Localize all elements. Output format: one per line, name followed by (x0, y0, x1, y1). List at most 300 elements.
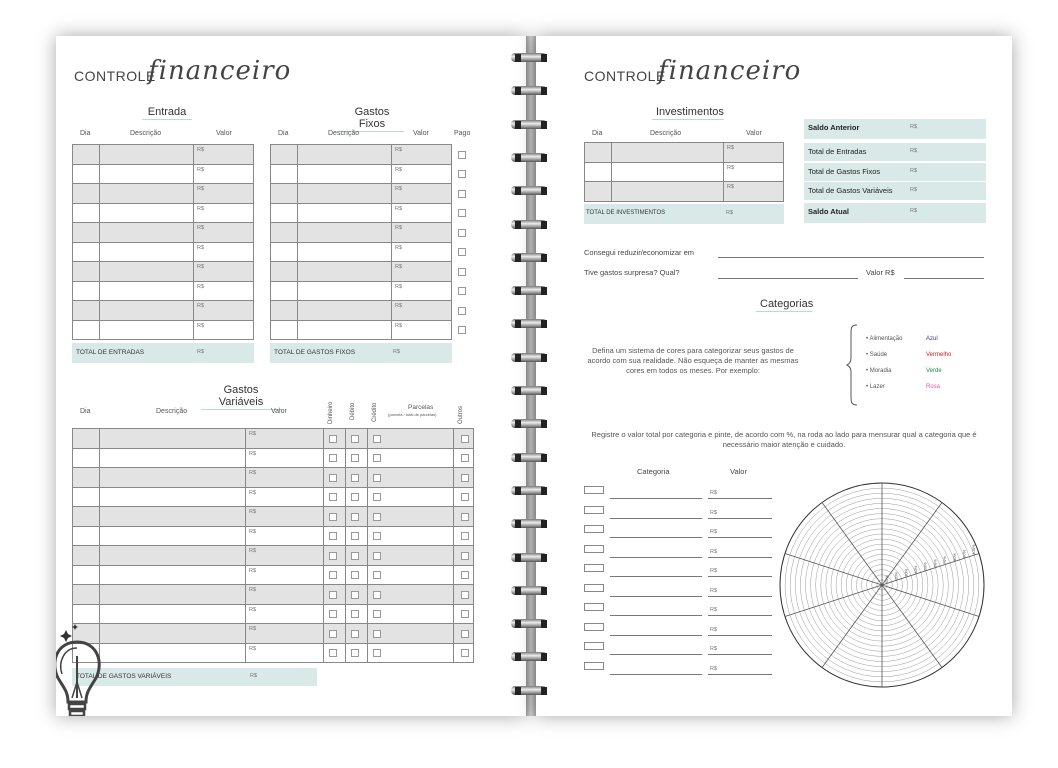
variaveis-cell-divider (345, 624, 346, 643)
variaveis-checkbox[interactable] (351, 493, 359, 501)
fixos-cell-divider (391, 321, 392, 340)
variaveis-checkbox[interactable] (373, 610, 381, 618)
entrada-hdr-dia: Dia (80, 130, 91, 137)
variaveis-checkbox[interactable] (329, 532, 337, 540)
fixos-pago-checkbox[interactable] (458, 248, 466, 256)
variaveis-cell-divider (99, 605, 100, 624)
variaveis-cell-divider (367, 585, 368, 604)
spiral-ring (511, 117, 551, 133)
categorias-intro: Defina um sistema de cores para categorizar seus gastos de acordo com sua realidade. Não esqueça de manter as mesmas cores em todos os meses. Por exemplo: (587, 346, 799, 375)
category-color-box[interactable] (584, 564, 604, 572)
variaveis-cell-divider (453, 546, 454, 565)
fixos-currency: R$ (395, 186, 403, 192)
fixos-cell-divider (297, 282, 298, 301)
entrada-row[interactable] (72, 203, 254, 224)
q2-label: Tive gastos surpresa? Qual? (584, 268, 680, 277)
entrada-cell-divider (193, 223, 194, 242)
category-currency: R$ (710, 568, 718, 574)
category-color-box[interactable] (584, 545, 604, 553)
variaveis-cell-divider (323, 488, 324, 507)
spiral-ring (511, 83, 551, 99)
legend-category-name: Lazer (869, 384, 885, 390)
variaveis-checkbox[interactable] (373, 454, 381, 462)
variaveis-checkbox[interactable] (373, 493, 381, 501)
fixos-row[interactable] (270, 222, 452, 243)
variaveis-checkbox[interactable] (329, 649, 337, 657)
fixos-row[interactable] (270, 183, 452, 204)
fixos-pago-checkbox[interactable] (458, 170, 466, 178)
variaveis-checkbox[interactable] (461, 493, 469, 501)
variaveis-checkbox[interactable] (329, 610, 337, 618)
entrada-total (72, 343, 254, 363)
invest-cell-divider (723, 163, 724, 182)
variaveis-checkbox[interactable] (461, 474, 469, 482)
variaveis-checkbox[interactable] (461, 610, 469, 618)
category-color-box[interactable] (584, 486, 604, 494)
summary-label: Total de Gastos Variáveis (808, 186, 893, 195)
variaveis-cell-divider (453, 527, 454, 546)
variaveis-cell-divider (367, 546, 368, 565)
variaveis-row[interactable] (72, 545, 474, 566)
variaveis-checkbox[interactable] (373, 591, 381, 599)
variaveis-checkbox[interactable] (329, 571, 337, 579)
entrada-cell-divider (193, 321, 194, 340)
entrada-row[interactable] (72, 281, 254, 302)
variaveis-checkbox[interactable] (351, 474, 359, 482)
variaveis-checkbox[interactable] (373, 552, 381, 560)
entrada-cell-divider (99, 301, 100, 320)
variaveis-checkbox[interactable] (373, 435, 381, 443)
variaveis-cell-divider (245, 449, 246, 468)
entrada-row[interactable] (72, 320, 254, 341)
q2-value-label: Valor R$ (866, 268, 895, 277)
variaveis-cell-divider (453, 488, 454, 507)
fixos-row[interactable] (270, 203, 452, 224)
variaveis-checkbox[interactable] (351, 649, 359, 657)
q2-value-line[interactable] (904, 278, 984, 279)
entrada-currency: R$ (197, 264, 205, 270)
variaveis-row[interactable] (72, 448, 474, 469)
category-value-line[interactable] (708, 615, 772, 616)
fixos-currency: R$ (395, 244, 403, 251)
category-name-line[interactable] (610, 654, 702, 655)
fixos-row[interactable] (270, 242, 452, 263)
variaveis-cell-divider (367, 624, 368, 643)
invest-row[interactable] (584, 162, 784, 183)
variaveis-checkbox[interactable] (373, 630, 381, 638)
fixos-total-value: R$ (393, 349, 401, 355)
variaveis-cell-divider (323, 624, 324, 643)
variaveis-hdr-dinheiro: Dinheiro (328, 401, 334, 424)
category-currency: R$ (710, 607, 718, 613)
spiral-ring (511, 250, 551, 266)
variaveis-cell-divider (453, 429, 454, 448)
summary-value: R$ (910, 208, 918, 214)
summary-row (804, 163, 986, 181)
entrada-currency: R$ (197, 186, 205, 192)
invest-total-label: TOTAL DE INVESTIMENTOS (586, 210, 666, 216)
variaveis-cell-divider (323, 546, 324, 565)
variaveis-cell-divider (99, 429, 100, 448)
invest-hdr-dia: Dia (592, 130, 603, 137)
fixos-cell-divider (391, 204, 392, 223)
summary-row (804, 143, 986, 161)
variaveis-cell-divider (367, 527, 368, 546)
fixos-hdr-valor: Valor (413, 130, 429, 137)
fixos-pago-checkbox[interactable] (458, 268, 466, 276)
spiral-ring (511, 283, 551, 299)
category-value-line[interactable] (708, 557, 772, 558)
invest-cell-divider (723, 143, 724, 162)
fixos-pago-checkbox[interactable] (458, 190, 466, 198)
variaveis-checkbox[interactable] (351, 552, 359, 560)
fixos-row[interactable] (270, 281, 452, 302)
entrada-currency: R$ (197, 147, 205, 153)
entrada-total-label: TOTAL DE ENTRADAS (76, 349, 145, 356)
q1-line[interactable] (718, 257, 984, 258)
legend-category-name: Alimentação (869, 336, 903, 342)
variaveis-checkbox[interactable] (461, 513, 469, 521)
invest-cell-divider (611, 163, 612, 182)
variaveis-checkbox[interactable] (351, 454, 359, 462)
variaveis-cell-divider (345, 488, 346, 507)
lightbulb-logo (56, 622, 112, 716)
category-currency: R$ (710, 665, 718, 672)
variaveis-cell-divider (245, 468, 246, 487)
invest-hdr-desc: Descrição (650, 130, 682, 137)
legend-category: • Lazer (866, 384, 885, 390)
variaveis-cell-divider (99, 585, 100, 604)
wheel-label: 80% (951, 553, 957, 562)
variaveis-cell-divider (99, 527, 100, 546)
spiral-ring (511, 516, 551, 532)
fixos-cell-divider (391, 282, 392, 301)
fixos-cell-divider (391, 301, 392, 320)
wheel-label: 50% (922, 562, 928, 571)
variaveis-row[interactable] (72, 526, 474, 547)
variaveis-cell-divider (367, 644, 368, 663)
category-currency: R$ (710, 490, 718, 496)
category-currency: R$ (710, 646, 718, 652)
fixos-row[interactable] (270, 261, 452, 282)
entrada-currency: R$ (197, 225, 205, 231)
variaveis-checkbox[interactable] (461, 591, 469, 599)
variaveis-currency: R$ (249, 548, 257, 554)
category-name-line[interactable] (610, 596, 702, 597)
variaveis-checkbox[interactable] (351, 435, 359, 443)
variaveis-row[interactable] (72, 506, 474, 527)
legend-category: • Moradia (866, 368, 892, 374)
variaveis-cell-divider (245, 527, 246, 546)
col-valor: Valor (730, 467, 747, 476)
spiral-ring (511, 550, 551, 566)
variaveis-cell-divider (367, 566, 368, 585)
wheel-label: 20% (893, 571, 899, 580)
category-value-line[interactable] (708, 596, 772, 597)
fixos-cell-divider (297, 145, 298, 164)
variaveis-checkbox[interactable] (461, 552, 469, 560)
entrada-total-value: R$ (197, 349, 205, 355)
variaveis-hdr-debito: Débito (350, 402, 356, 420)
variaveis-cell-divider (245, 585, 246, 604)
variaveis-checkbox[interactable] (461, 454, 469, 462)
variaveis-row[interactable] (72, 643, 474, 664)
variaveis-cell-divider (345, 468, 346, 487)
variaveis-cell-divider (323, 507, 324, 526)
wheel-label: 40% (912, 565, 918, 574)
category-color-box[interactable] (584, 642, 604, 650)
wheel-label: 10% (883, 575, 889, 584)
variaveis-checkbox[interactable] (373, 513, 381, 521)
variaveis-cell-divider (323, 585, 324, 604)
entrada-row[interactable] (72, 242, 254, 263)
wheel-label: 60% (932, 559, 938, 568)
variaveis-hdr-credito: Crédito (372, 402, 378, 422)
variaveis-cell-divider (323, 644, 324, 663)
entrada-currency: R$ (197, 283, 205, 290)
spiral-ring (511, 350, 551, 366)
variaveis-row[interactable] (72, 467, 474, 488)
variaveis-checkbox[interactable] (373, 571, 381, 579)
category-name-line[interactable] (610, 635, 702, 636)
brand-script-right: financeiro (658, 56, 802, 86)
variaveis-cell-divider (367, 507, 368, 526)
summary-value: R$ (910, 187, 918, 193)
summary-label: Saldo Atual (808, 207, 849, 216)
variaveis-cell-divider (323, 566, 324, 585)
category-value-line[interactable] (708, 518, 772, 519)
fixos-pago-checkbox[interactable] (458, 209, 466, 217)
fixos-currency: R$ (395, 225, 403, 231)
category-value-line[interactable] (708, 498, 772, 499)
variaveis-checkbox[interactable] (351, 630, 359, 638)
summary-row (804, 203, 986, 223)
category-color-box[interactable] (584, 584, 604, 592)
category-value-line[interactable] (708, 674, 772, 675)
legend-category: • Alimentação (866, 336, 903, 342)
variaveis-checkbox[interactable] (461, 435, 469, 443)
fixos-currency: R$ (395, 283, 403, 290)
entrada-row[interactable] (72, 222, 254, 243)
fixos-currency: R$ (395, 303, 403, 309)
variaveis-cell-divider (245, 507, 246, 526)
entrada-row[interactable] (72, 164, 254, 185)
category-name-line[interactable] (610, 615, 702, 616)
variaveis-row[interactable] (72, 487, 474, 508)
variaveis-checkbox[interactable] (373, 532, 381, 540)
invest-currency: R$ (727, 145, 735, 151)
variaveis-checkbox[interactable] (351, 513, 359, 521)
legend-color-name: Verde (926, 368, 942, 374)
summary-label: Saldo Anterior (808, 123, 860, 132)
fixos-row[interactable] (270, 144, 452, 165)
entrada-cell-divider (193, 262, 194, 281)
spiral-ring (511, 416, 551, 432)
fixos-pago-checkbox[interactable] (458, 287, 466, 295)
variaveis-checkbox[interactable] (373, 474, 381, 482)
category-color-box[interactable] (584, 525, 604, 533)
fixos-pago-checkbox[interactable] (458, 307, 466, 315)
variaveis-checkbox[interactable] (329, 454, 337, 462)
fixos-row[interactable] (270, 320, 452, 341)
fixos-total-label: TOTAL DE GASTOS FIXOS (274, 349, 356, 356)
variaveis-checkbox[interactable] (329, 474, 337, 482)
variaveis-row[interactable] (72, 584, 474, 605)
variaveis-cell-divider (345, 605, 346, 624)
category-color-box[interactable] (584, 603, 604, 611)
variaveis-checkbox[interactable] (461, 532, 469, 540)
category-name-line[interactable] (610, 498, 702, 499)
variaveis-hdr-parcelas: Parcelas (408, 404, 434, 411)
variaveis-currency: R$ (249, 587, 257, 593)
variaveis-row[interactable] (72, 428, 474, 449)
entrada-row[interactable] (72, 144, 254, 165)
category-color-box[interactable] (584, 662, 604, 670)
variaveis-cell-divider (367, 429, 368, 448)
entrada-hdr-desc: Descrição (130, 130, 162, 137)
variaveis-cell-divider (345, 429, 346, 448)
variaveis-cell-divider (453, 644, 454, 663)
fixos-cell-divider (297, 243, 298, 262)
fixos-cell-divider (297, 184, 298, 203)
variaveis-cell-divider (453, 507, 454, 526)
entrada-cell-divider (193, 184, 194, 203)
entrada-currency: R$ (197, 322, 205, 329)
variaveis-checkbox[interactable] (329, 630, 337, 638)
variaveis-cell-divider (99, 468, 100, 487)
variaveis-checkbox[interactable] (461, 649, 469, 657)
variaveis-checkbox[interactable] (329, 513, 337, 521)
category-name-line[interactable] (610, 537, 702, 538)
variaveis-checkbox[interactable] (329, 552, 337, 560)
left-page (56, 36, 526, 716)
category-value-line[interactable] (708, 576, 772, 577)
summary-value: R$ (910, 124, 918, 130)
category-value-line[interactable] (708, 635, 772, 636)
fixos-currency: R$ (395, 147, 403, 153)
spiral-ring (511, 150, 551, 166)
fixos-cell-divider (297, 223, 298, 242)
fixos-row[interactable] (270, 300, 452, 321)
category-name-line[interactable] (610, 557, 702, 558)
q2-line[interactable] (718, 278, 858, 279)
summary-row (804, 119, 986, 139)
spiral-ring (511, 183, 551, 199)
q1-label: Consegui reduzir/economizar em (584, 248, 695, 257)
category-color-box[interactable] (584, 623, 604, 631)
category-value-line[interactable] (708, 654, 772, 655)
variaveis-row[interactable] (72, 604, 474, 625)
entrada-cell-divider (193, 243, 194, 262)
entrada-cell-divider (99, 243, 100, 262)
category-name-line[interactable] (610, 674, 702, 675)
entrada-title: Entrada (142, 106, 192, 120)
percentage-wheel[interactable] (776, 479, 988, 691)
variaveis-checkbox[interactable] (329, 493, 337, 501)
variaveis-hdr-dia: Dia (80, 408, 91, 415)
fixos-pago-checkbox[interactable] (458, 229, 466, 237)
fixos-cell-divider (297, 321, 298, 340)
entrada-currency: R$ (197, 166, 205, 173)
variaveis-cell-divider (99, 566, 100, 585)
variaveis-cell-divider (245, 624, 246, 643)
legend-category: • Saúde (866, 352, 888, 358)
category-value-line[interactable] (708, 537, 772, 538)
variaveis-hdr-parcelas-sub: (parcela / total de parcelas) (388, 412, 437, 417)
variaveis-checkbox[interactable] (329, 591, 337, 599)
entrada-row[interactable] (72, 300, 254, 321)
entrada-cell-divider (193, 204, 194, 223)
variaveis-cell-divider (245, 605, 246, 624)
fixos-currency: R$ (395, 322, 403, 329)
variaveis-row[interactable] (72, 565, 474, 586)
category-name-line[interactable] (610, 518, 702, 519)
entrada-cell-divider (99, 184, 100, 203)
entrada-cell-divider (193, 301, 194, 320)
variaveis-hdr-desc: Descrição (156, 408, 188, 415)
variaveis-cell-divider (323, 605, 324, 624)
wheel-label: 70% (942, 556, 948, 565)
variaveis-checkbox[interactable] (329, 435, 337, 443)
categorias-title: Categorias (756, 298, 812, 312)
variaveis-checkbox[interactable] (351, 532, 359, 540)
variaveis-row[interactable] (72, 623, 474, 644)
spiral-ring (511, 483, 551, 499)
entrada-cell-divider (193, 165, 194, 184)
fixos-cell-divider (297, 204, 298, 223)
legend-color-name: Azul (926, 336, 938, 342)
variaveis-cell-divider (323, 449, 324, 468)
variaveis-cell-divider (345, 449, 346, 468)
invest-row[interactable] (584, 181, 784, 202)
fixos-pago-checkbox[interactable] (458, 151, 466, 159)
variaveis-checkbox[interactable] (351, 610, 359, 618)
invest-row[interactable] (584, 142, 784, 163)
summary-value: R$ (910, 148, 918, 154)
variaveis-cell-divider (245, 546, 246, 565)
entrada-currency: R$ (197, 205, 205, 212)
invest-cell-divider (611, 143, 612, 162)
variaveis-cell-divider (99, 488, 100, 507)
variaveis-checkbox[interactable] (461, 630, 469, 638)
variaveis-checkbox[interactable] (351, 571, 359, 579)
variaveis-cell-divider (245, 488, 246, 507)
variaveis-hdr-valor: Valor (271, 408, 287, 415)
fixos-hdr-pago: Pago (454, 130, 471, 137)
entrada-cell-divider (99, 282, 100, 301)
entrada-row[interactable] (72, 261, 254, 282)
category-name-line[interactable] (610, 576, 702, 577)
variaveis-cell-divider (323, 429, 324, 448)
category-color-box[interactable] (584, 506, 604, 514)
variaveis-cell-divider (245, 429, 246, 448)
fixos-pago-checkbox[interactable] (458, 326, 466, 334)
variaveis-currency: R$ (249, 626, 257, 632)
variaveis-checkbox[interactable] (461, 571, 469, 579)
entrada-currency: R$ (197, 244, 205, 251)
legend-color-name: Rosa (926, 384, 941, 390)
category-currency: R$ (710, 626, 718, 633)
variaveis-cell-divider (99, 546, 100, 565)
fixos-row[interactable] (270, 164, 452, 185)
spiral-ring (511, 649, 551, 665)
invest-hdr-valor: Valor (746, 130, 762, 137)
variaveis-checkbox[interactable] (351, 591, 359, 599)
variaveis-currency: R$ (249, 470, 257, 476)
fixos-cell-divider (391, 165, 392, 184)
variaveis-checkbox[interactable] (373, 649, 381, 657)
entrada-row[interactable] (72, 183, 254, 204)
